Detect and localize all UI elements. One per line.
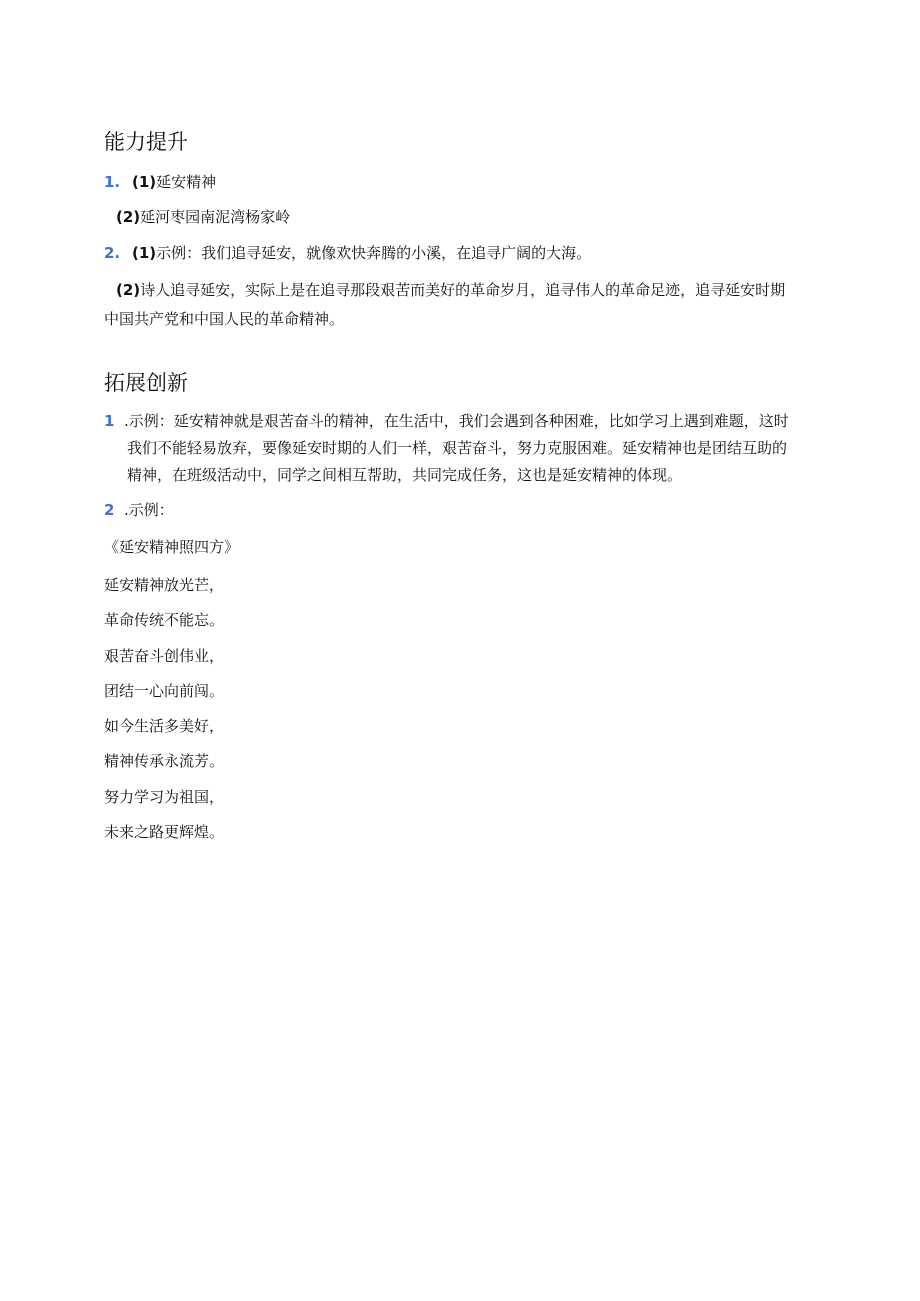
q2-part2-line1 (116, 280, 785, 300)
q2-part2-line2: 中国共产党和中国人民的革命精神。 (104, 310, 345, 328)
q1-part2-label: (2) (116, 208, 141, 226)
poem-line: 未来之路更辉煌。 (104, 823, 225, 841)
poem-line: 延安精神放光芒， (104, 576, 225, 594)
ext-q1-text-line1: .示例：延安精神就是艰苦奋斗的精神，在生活中，我们会遇到各种困难，比如学习上遇到难题，这时 (124, 412, 789, 430)
q1-part1-line (104, 172, 216, 192)
q1-part2-line (116, 207, 290, 227)
q1-part1-label: (1) (132, 173, 157, 191)
poem-line: 革命传统不能忘。 (104, 611, 225, 629)
q2-part2-text-line1: 诗人追寻延安，实际上是在追寻那段艰苦而美好的革命岁月，追寻伟人的革命足迹，追寻延安时期 (140, 281, 786, 299)
poem-line: 艰苦奋斗创伟业， (104, 647, 225, 665)
poem-line: 精神传承永流芳。 (104, 752, 225, 770)
q2-part1-line (104, 243, 591, 263)
q2-part1-text: 示例：我们追寻延安，就像欢快奔腾的小溪，在追寻广阔的大海。 (156, 244, 592, 262)
poem-title: 《延安精神照四方》 (104, 538, 240, 556)
q1-part1-text: 延安精神 (156, 173, 217, 191)
section-title-ability: 能力提升 (104, 130, 188, 154)
ext-q1-line3: 精神，在班级活动中，同学之间相互帮助，共同完成任务，这也是延安精神的体现。 (127, 466, 683, 484)
ext-q2-line (104, 500, 174, 520)
poem-line: 团结一心向前闯。 (104, 682, 225, 700)
ext-q1-number: 1 (104, 412, 115, 430)
q2-number: 2. (104, 244, 121, 262)
q1-number: 1. (104, 173, 121, 191)
q1-part2-text: 延河枣园南泥湾杨家岭 (140, 208, 291, 226)
ext-q1-line2: 我们不能轻易放弃，要像延安时期的人们一样，艰苦奋斗，努力克服困难。延安精神也是团结互助的 (127, 439, 788, 457)
q2-part2-label: (2) (116, 281, 141, 299)
ext-q2-number: 2 (104, 501, 115, 519)
q2-part1-label: (1) (132, 244, 157, 262)
ext-q2-text: .示例： (124, 501, 174, 519)
poem-line: 努力学习为祖国， (104, 788, 225, 806)
section-title-extension: 拓展创新 (104, 371, 188, 395)
ext-q1-line1 (104, 411, 789, 431)
poem-line: 如今生活多美好， (104, 717, 225, 735)
